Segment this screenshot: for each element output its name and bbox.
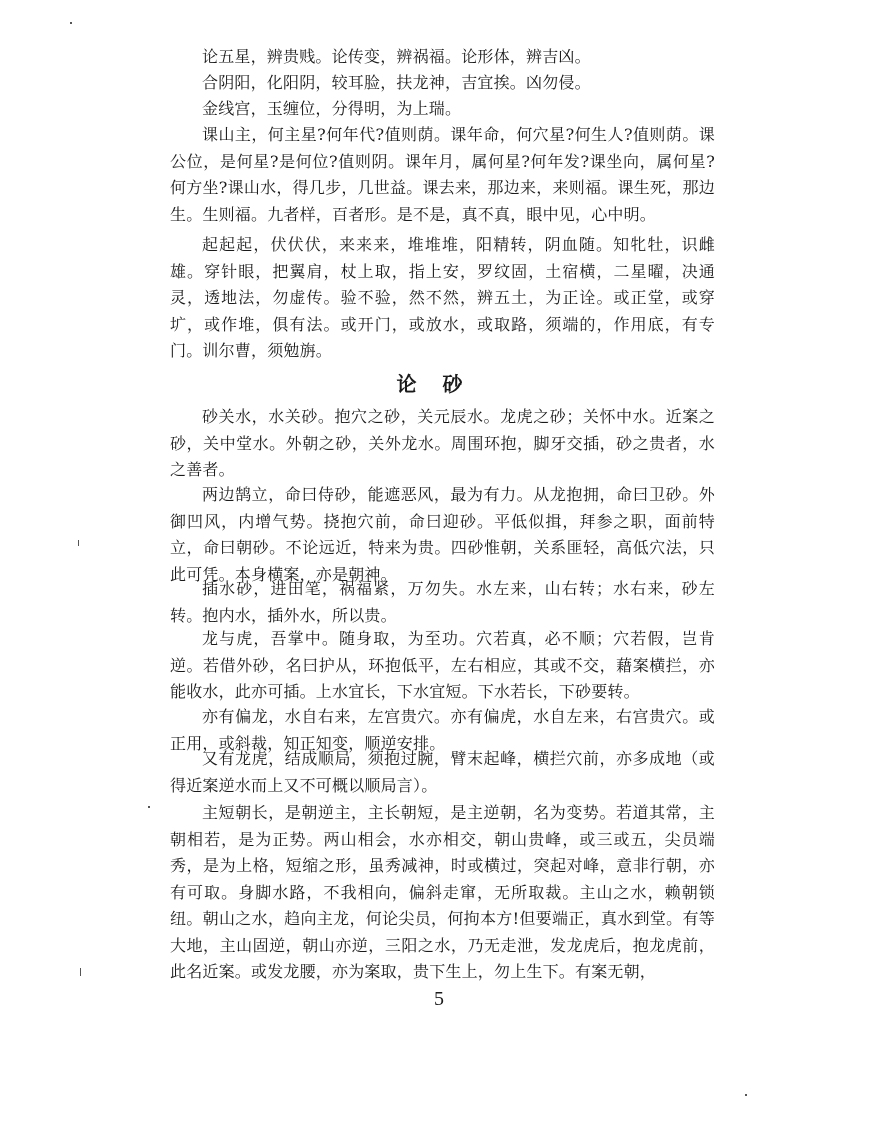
section-paragraph: 砂关水，水关砂。抱穴之砂，关元辰水。龙虎之砂；关怀中水。近案之砂，关中堂水。外朝之砂，关外龙水。周围环抱，脚牙交插，砂之贵者，水之善者。 [170, 407, 715, 479]
scan-speck [148, 806, 150, 808]
intro-paragraph: 金线宫，玉缠位，分得明，为上瑞。 [202, 99, 462, 118]
section-paragraph: 插水砂，进田笔，祸福紧，万勿失。水左来，山右转；水右来，砂左转。抱内水，插外水，所以贵。 [170, 579, 715, 625]
section-paragraph: 龙与虎，吾掌中。随身取，为至功。穴若真，必不顺；穴若假，岂肯逆。若借外砂，名曰护从，环抱低平，左右相应，其或不交，藉案横拦，亦能收水，此亦可插。上水宜长，下水宜短。下水若长，下砂要转。 [170, 629, 715, 701]
section-paragraph: 两边鹄立，命曰侍砂，能遮恶风，最为有力。从龙抱拥，命曰卫砂。外御凹风，内增气势。挠抱穴前，命曰迎砂。平低似揖，拜参之职，面前特立，命曰朝砂。不论远近，特来为贵。四砂惟朝，关系匪轻，高低穴法，只此可凭。本身横案，亦是朝神。 [170, 485, 715, 584]
section-title: 论砂 [396, 372, 489, 396]
scan-speck [78, 540, 79, 546]
intro-paragraph: 课山主，何主星?何年代?值则荫。课年命，何穴星?何生人?值则荫。课公位，是何星?是何位?值则阴。课年月，属何星?何年发?课坐向，属何星?何方坐?课山水，得几步，几世益。课去来，那边来，来则福。课生死，那边生。生则福。九者样，百者形。是不是，真不真，眼中见，心中明。 [170, 125, 715, 224]
intro-paragraph: 起起起，伏伏伏，来来来，堆堆堆，阳精转，阴血随。知牝牡，识雌雄。穿针眼，把翼肩，杖上取，指上安，罗纹固，土宿横，二星曜，决通灵，透地法，勿虚传。验不验，然不然，辨五土，为正诠。或正堂，或穿圹，或作堆，俱有法。或开门，或放水，或取路，须端的，作用底，有专门。训尔曹，须勉旃。 [170, 235, 715, 360]
section-paragraph: 亦有偏龙，水自右来，左宫贵穴。亦有偏虎，水自左来，右宫贵穴。或正用，或斜裁，知正知变，顺逆安排。 [170, 707, 715, 753]
scan-speck [80, 968, 81, 976]
scan-speck [745, 1094, 747, 1096]
scan-speck [70, 22, 72, 24]
intro-paragraph: 合阴阳，化阳阴，较耳脸，扶龙神，吉宜挨。凶勿侵。 [202, 73, 591, 92]
intro-paragraph: 论五星，辨贵贱。论传变，辨祸福。论形体，辨吉凶。 [202, 47, 591, 66]
section-paragraph: 又有龙虎，结成顺局，须抱过腕，臂末起峰，横拦穴前，亦多成地（或得近案逆水而上又不可概以顺局言）。 [170, 749, 715, 795]
section-paragraph: 主短朝长，是朝逆主，主长朝短，是主逆朝，名为变势。若道其常，主朝相若，是为正势。两山相会，水亦相交，朝山贵峰，或三或五，尖员端秀，是为上格，短缩之形，虽秀减神，时或横过，突起对峰，意非行朝，亦有可取。身脚水路，不我相向，偏斜走窜，无所取裁。主山之水，赖朝锁纽。朝山之水，趋向主龙，何论尖员，何拘本方!但要端正，真水到堂。有等大地，主山固逆，朝山亦逆，三阳之水，乃无走泄，发龙虎后，抱龙虎前，此名近案。或发龙腰，亦为案取，贵下生上，勿上生下。有案无朝， [170, 803, 715, 981]
page-number: 5 [434, 988, 444, 1010]
